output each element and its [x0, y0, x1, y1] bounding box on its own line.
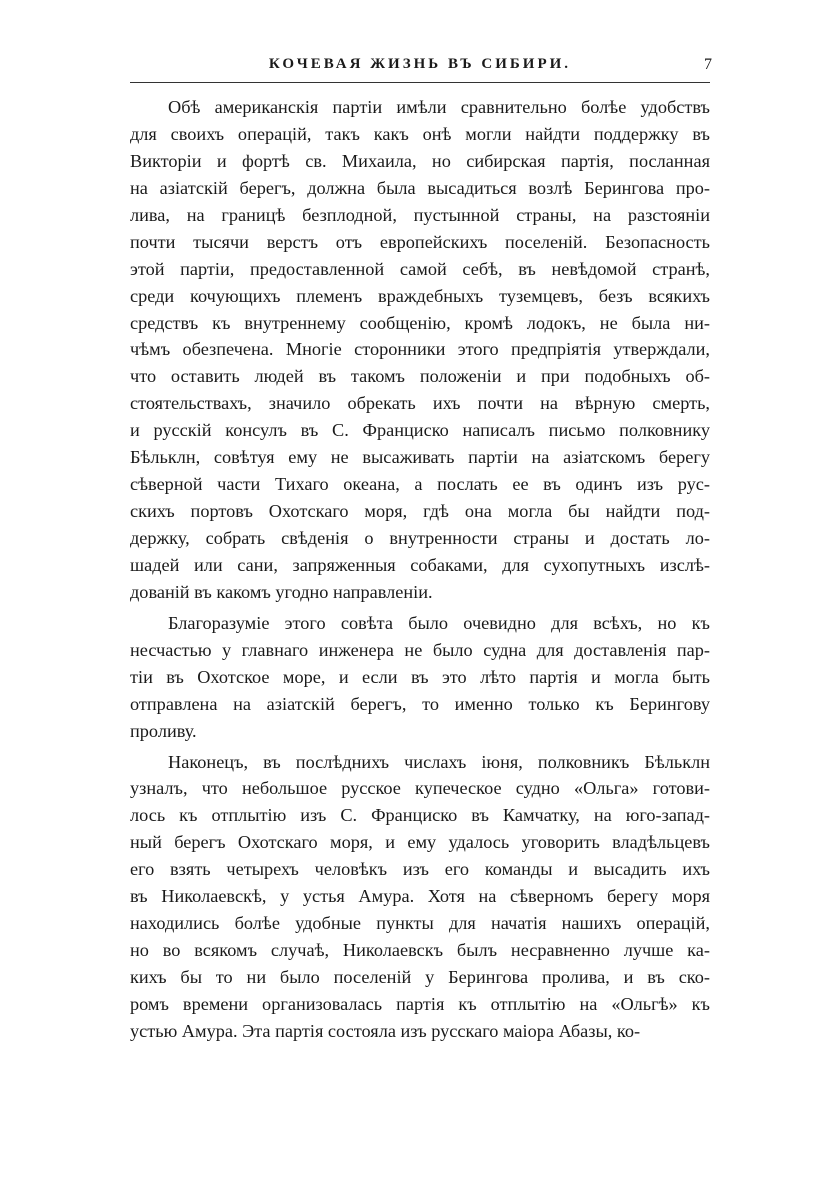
running-title: КОЧЕВАЯ ЖИЗНЬ ВЪ СИБИРИ. [268, 56, 572, 72]
text-line: Бѣльклн, совѣтуя ему не высаживать партіи на азіатскомъ берегу [130, 447, 710, 468]
text-line: отправлена на азіатскій берегъ, то именно только къ Берингову [130, 693, 710, 714]
text-line: этой партіи, предоставленной самой себѣ, въ невѣдомой странѣ, [130, 258, 710, 279]
text-line: для своихъ операцій, такъ какъ онѣ могли найдти поддержку въ [130, 123, 710, 144]
text-line: въ Николаевскѣ, у устья Амура. Хотя на сѣверномъ берегу моря [130, 886, 710, 907]
paragraph [130, 610, 710, 745]
paragraph [130, 94, 710, 606]
text-line: стоятельствахъ, значило обрекать ихъ почти на вѣрную смерть, [130, 393, 710, 414]
text-line: ный берегъ Охотскаго моря, и ему удалось уговорить владѣльцевъ [130, 832, 710, 853]
text-line: Наконецъ, въ послѣднихъ числахъ іюня, полковникъ Бѣльклн [168, 751, 710, 772]
text-line: лось къ отплытію изъ С. Франциско въ Камчатку, на юго-запад- [130, 805, 710, 826]
text-line: проливу. [130, 720, 197, 741]
text-line: несчастью у главнаго инженера не было судна для доставленія пар- [130, 639, 710, 660]
paragraph [130, 749, 710, 1045]
text-line: сѣверной части Тихаго океана, а послать ее въ одинъ изъ рус- [130, 474, 710, 495]
text-line: скихъ портовъ Охотскаго моря, гдѣ она могла бы найдти под- [130, 501, 710, 522]
header-rule [130, 82, 710, 83]
text-line: что оставить людей въ такомъ положеніи и при подобныхъ об- [130, 366, 710, 387]
text-line: устью Амура. Эта партія состояла изъ русскаго маіора Абазы, ко- [130, 1020, 641, 1041]
text-line: дованій въ какомъ угодно направленіи. [130, 581, 433, 602]
text-line: почти тысячи верстъ отъ европейскихъ поселеній. Безопасность [130, 231, 710, 252]
text-line: его взять четырехъ человѣкъ изъ его команды и высадить ихъ [130, 859, 710, 880]
text-line: держку, собрать свѣденія о внутренности страны и достать ло- [130, 528, 710, 548]
text-line: кихъ бы то ни было поселеній у Берингова пролива, и въ ско- [130, 967, 710, 987]
text-line: Викторіи и фортѣ св. Михаила, но сибирская партія, посланная [130, 150, 710, 171]
text-line: Благоразуміе этого совѣта было очевидно для всѣхъ, но къ [168, 612, 710, 633]
text-line: Обѣ американскія партіи имѣли сравнительно болѣе удобствъ [168, 97, 710, 117]
text-line: ромъ времени организовалась партія къ отплытію на «Ольгѣ» къ [130, 993, 710, 1014]
text-line: но во всякомъ случаѣ, Николаевскъ былъ несравненно лучше ка- [130, 940, 710, 961]
text-line: лива, на границѣ безплодной, пустынной страны, на разстояніи [130, 204, 710, 225]
page-number: 7 [704, 56, 712, 73]
text-line: находились болѣе удобные пункты для начатія нашихъ операцій, [130, 913, 710, 934]
text-line: узналъ, что небольшое русское купеческое судно «Ольга» готови- [130, 778, 710, 799]
text-line: среди кочующихъ племенъ враждебныхъ туземцевъ, безъ всякихъ [130, 285, 710, 306]
text-line: на азіатскій берегъ, должна была высадиться возлѣ Берингова про- [130, 177, 710, 198]
body-text [130, 94, 710, 1049]
text-line: шадей или сани, запряженныя собаками, для сухопутныхъ изслѣ- [130, 554, 710, 575]
text-line: тіи въ Охотское море, и если въ это лѣто партія и могла быть [130, 666, 710, 687]
running-head [120, 56, 720, 84]
text-line: и русскій консулъ въ С. Франциско написалъ письмо полковнику [130, 420, 710, 441]
text-line: чѣмъ обезпечена. Многіе сторонники этого предпріятія утверждали, [130, 339, 710, 360]
text-line: средствъ къ внутреннему сообщенію, кромѣ лодокъ, не была ни- [130, 312, 710, 333]
